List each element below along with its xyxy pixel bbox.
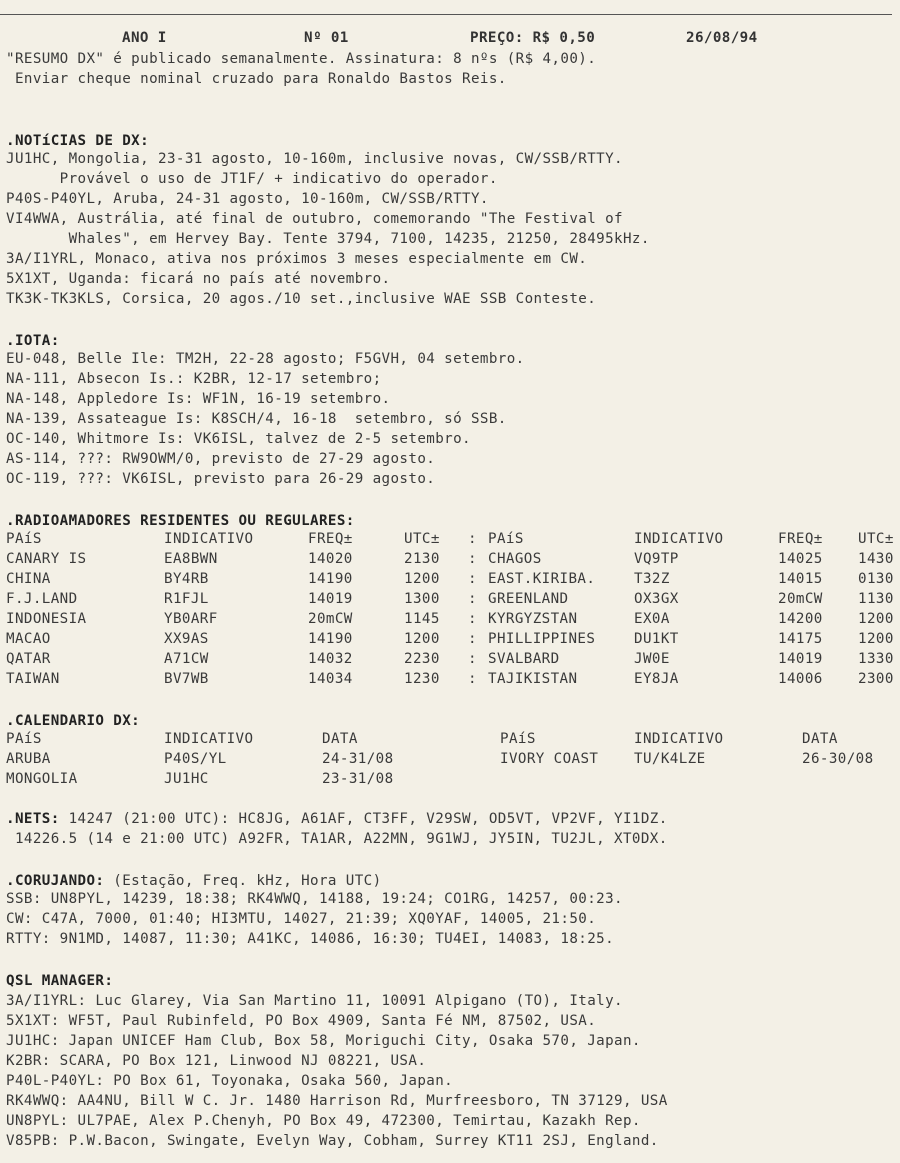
calendario-title: .CALENDARIO DX: (6, 713, 141, 729)
radio-cell-country: MACAO (6, 631, 51, 647)
radio-cell-frequency: 20mCW (308, 611, 353, 627)
radio-header-utc: UTC± (858, 531, 894, 547)
noticias-line: VI4WWA, Austrália, até final de outubro, comemorando "The Festival of (6, 211, 623, 227)
radio-cell-utc: 1300 (404, 591, 440, 607)
issue-number: Nº 01 (304, 30, 349, 46)
iota-line: NA-111, Absecon Is.: K2BR, 12-17 setembro; (6, 371, 382, 387)
cal-cell-date: 23-31/08 (322, 771, 394, 787)
radio-cell-country: TAJIKISTAN (488, 671, 578, 687)
radio-cell-frequency: 14034 (308, 671, 353, 687)
radio-cell-country: CHINA (6, 571, 51, 587)
radio-cell-separator: : (468, 591, 477, 607)
cal-header-callsign: INDICATIVO (634, 731, 724, 747)
radio-cell-frequency: 14019 (778, 651, 823, 667)
radio-cell-country: PHILLIPPINES (488, 631, 596, 647)
noticias-line: JU1HC, Mongolia, 23-31 agosto, 10-160m, inclusive novas, CW/SSB/RTTY. (6, 151, 623, 167)
qsl-line: RK4WWQ: AA4NU, Bill W C. Jr. 1480 Harrison Rd, Murfreesboro, TN 37129, USA (6, 1093, 668, 1109)
qsl-line: 3A/I1YRL: Luc Glarey, Via San Martino 11, 10091 Alpigano (TO), Italy. (6, 993, 623, 1009)
cal-cell-date: 26-30/08 (802, 751, 874, 767)
iota-title: .IOTA: (6, 333, 60, 349)
radioamadores-title: .RADIOAMADORES RESIDENTES OU REGULARES: (6, 513, 355, 529)
radio-cell-frequency: 14020 (308, 551, 353, 567)
radio-cell-utc: 0130 (858, 571, 894, 587)
radio-cell-frequency: 14190 (308, 631, 353, 647)
radio-cell-country: CHAGOS (488, 551, 542, 567)
cal-header-date: DATA (802, 731, 838, 747)
radio-cell-separator: : (468, 571, 477, 587)
noticias-line: 3A/I1YRL, Monaco, ativa nos próximos 3 meses especialmente em CW. (6, 251, 588, 267)
nets-text-1: 14247 (21:00 UTC): HC8JG, A61AF, CT3FF, V29SW, OD5VT, VP2VF, YI1DZ. (59, 811, 668, 827)
qsl-line: 5X1XT: WF5T, Paul Rubinfeld, PO Box 4909, Santa Fé NM, 87502, USA. (6, 1013, 597, 1029)
radio-cell-frequency: 14175 (778, 631, 823, 647)
radio-cell-callsign: BV7WB (164, 671, 209, 687)
radio-cell-callsign: OX3GX (634, 591, 679, 607)
corujando-title: .CORUJANDO: (6, 873, 105, 889)
radio-cell-separator: : (468, 611, 477, 627)
top-rule (0, 14, 892, 15)
radio-header-callsign: INDICATIVO (634, 531, 724, 547)
noticias-line: 5X1XT, Uganda: ficará no país até novembro. (6, 271, 391, 287)
corujando-header (6, 872, 382, 890)
radio-cell-utc: 1145 (404, 611, 440, 627)
radio-cell-country: INDONESIA (6, 611, 87, 627)
corujando-line: CW: C47A, 7000, 01:40; HI3MTU, 14027, 21:39; XQ0YAF, 14005, 21:50. (6, 911, 597, 927)
radio-cell-callsign: T32Z (634, 571, 670, 587)
radio-cell-callsign: JW0E (634, 651, 670, 667)
radio-cell-separator: : (468, 551, 477, 567)
radio-header-separator: : (468, 531, 477, 547)
radio-header-country: PAíS (488, 531, 524, 547)
cal-cell-country: IVORY COAST (500, 751, 599, 767)
radio-cell-country: F.J.LAND (6, 591, 78, 607)
radio-cell-callsign: R1FJL (164, 591, 209, 607)
cal-cell-callsign: P40S/YL (164, 751, 227, 767)
issue-price: PREÇO: R$ 0,50 (470, 30, 596, 46)
corujando-subtitle: (Estação, Freq. kHz, Hora UTC) (104, 873, 382, 889)
radio-cell-utc: 2230 (404, 651, 440, 667)
radio-cell-country: EAST.KIRIBA. (488, 571, 596, 587)
radio-cell-callsign: EY8JA (634, 671, 679, 687)
radio-header-utc: UTC± (404, 531, 440, 547)
radio-cell-frequency: 14200 (778, 611, 823, 627)
radio-cell-utc: 1430 (858, 551, 894, 567)
noticias-title: .NOTíCIAS DE DX: (6, 133, 150, 149)
qsl-line: K2BR: SCARA, PO Box 121, Linwood NJ 08221, USA. (6, 1053, 427, 1069)
issue-date: 26/08/94 (686, 30, 758, 46)
iota-line: NA-139, Assateague Is: K8SCH/4, 16-18 setembro, só SSB. (6, 411, 507, 427)
radio-cell-frequency: 14019 (308, 591, 353, 607)
radio-cell-frequency: 14006 (778, 671, 823, 687)
radio-cell-callsign: EX0A (634, 611, 670, 627)
radio-cell-country: KYRGYZSTAN (488, 611, 578, 627)
radio-cell-utc: 1200 (404, 631, 440, 647)
radio-cell-utc: 2130 (404, 551, 440, 567)
cal-header-country: PAíS (500, 731, 536, 747)
cal-header-country: PAíS (6, 731, 42, 747)
radio-cell-utc: 1200 (858, 631, 894, 647)
intro-line-2: Enviar cheque nominal cruzado para Ronaldo Bastos Reis. (6, 71, 507, 87)
radio-cell-utc: 1200 (858, 611, 894, 627)
radio-cell-separator: : (468, 631, 477, 647)
cal-cell-callsign: TU/K4LZE (634, 751, 706, 767)
noticias-line: Provável o uso de JT1F/ + indicativo do operador. (6, 171, 498, 187)
cal-cell-callsign: JU1HC (164, 771, 209, 787)
radio-cell-callsign: VQ9TP (634, 551, 679, 567)
nets-title: .NETS: (6, 811, 60, 827)
noticias-line: Whales", em Hervey Bay. Tente 3794, 7100, 14235, 21250, 28495kHz. (6, 231, 650, 247)
qsl-line: V85PB: P.W.Bacon, Swingate, Evelyn Way, Cobham, Surrey KT11 2SJ, England. (6, 1133, 659, 1149)
radio-cell-frequency: 14025 (778, 551, 823, 567)
noticias-line: P40S-P40YL, Aruba, 24-31 agosto, 10-160m, CW/SSB/RTTY. (6, 191, 489, 207)
radio-header-frequency: FREQ± (778, 531, 823, 547)
qsl-line: P40L-P40YL: PO Box 61, Toyonaka, Osaka 560, Japan. (6, 1073, 454, 1089)
radio-cell-utc: 1200 (404, 571, 440, 587)
noticias-line: TK3K-TK3KLS, Corsica, 20 agos./10 set.,inclusive WAE SSB Conteste. (6, 291, 597, 307)
nets-line-2: 14226.5 (14 e 21:00 UTC) A92FR, TA1AR, A22MN, 9G1WJ, JY5IN, TU2JL, XT0DX. (6, 831, 668, 847)
radio-cell-callsign: YB0ARF (164, 611, 218, 627)
radio-cell-callsign: A71CW (164, 651, 209, 667)
cal-header-callsign: INDICATIVO (164, 731, 254, 747)
radio-cell-utc: 1330 (858, 651, 894, 667)
radio-cell-utc: 1130 (858, 591, 894, 607)
radio-cell-separator: : (468, 671, 477, 687)
qsl-line: JU1HC: Japan UNICEF Ham Club, Box 58, Moriguchi City, Osaka 570, Japan. (6, 1033, 641, 1049)
radio-cell-country: CANARY IS (6, 551, 87, 567)
radio-cell-callsign: BY4RB (164, 571, 209, 587)
radio-cell-country: GREENLAND (488, 591, 569, 607)
iota-line: OC-119, ???: VK6ISL, previsto para 26-29 agosto. (6, 471, 436, 487)
cal-cell-country: MONGOLIA (6, 771, 78, 787)
iota-line: EU-048, Belle Ile: TM2H, 22-28 agosto; F5GVH, 04 setembro. (6, 351, 525, 367)
radio-cell-separator: : (468, 651, 477, 667)
radio-cell-utc: 2300 (858, 671, 894, 687)
radio-header-callsign: INDICATIVO (164, 531, 254, 547)
cal-header-date: DATA (322, 731, 358, 747)
iota-line: NA-148, Appledore Is: WF1N, 16-19 setembro. (6, 391, 391, 407)
radio-cell-callsign: XX9AS (164, 631, 209, 647)
corujando-line: RTTY: 9N1MD, 14087, 11:30; A41KC, 14086, 16:30; TU4EI, 14083, 18:25. (6, 931, 615, 947)
radio-cell-callsign: DU1KT (634, 631, 679, 647)
intro-line-1: "RESUMO DX" é publicado semanalmente. Assinatura: 8 nºs (R$ 4,00). (6, 51, 597, 67)
radio-cell-callsign: EA8BWN (164, 551, 218, 567)
cal-cell-date: 24-31/08 (322, 751, 394, 767)
iota-line: AS-114, ???: RW9OWM/0, previsto de 27-29 agosto. (6, 451, 436, 467)
radio-cell-utc: 1230 (404, 671, 440, 687)
iota-line: OC-140, Whitmore Is: VK6ISL, talvez de 2-5 setembro. (6, 431, 471, 447)
radio-cell-frequency: 14032 (308, 651, 353, 667)
radio-cell-frequency: 14015 (778, 571, 823, 587)
qsl-line: UN8PYL: UL7PAE, Alex P.Chenyh, PO Box 49, 472300, Temirtau, Kazakh Rep. (6, 1113, 641, 1129)
radio-header-frequency: FREQ± (308, 531, 353, 547)
cal-cell-country: ARUBA (6, 751, 51, 767)
nets-line-1 (6, 810, 668, 828)
radio-cell-frequency: 20mCW (778, 591, 823, 607)
radio-cell-country: TAIWAN (6, 671, 60, 687)
radio-header-country: PAíS (6, 531, 42, 547)
radio-cell-country: SVALBARD (488, 651, 560, 667)
radio-cell-country: QATAR (6, 651, 51, 667)
radio-cell-frequency: 14190 (308, 571, 353, 587)
corujando-line: SSB: UN8PYL, 14239, 18:38; RK4WWQ, 14188, 19:24; CO1RG, 14257, 00:23. (6, 891, 623, 907)
issue-year: ANO I (122, 30, 167, 46)
qsl-title: QSL MANAGER: (6, 973, 114, 989)
